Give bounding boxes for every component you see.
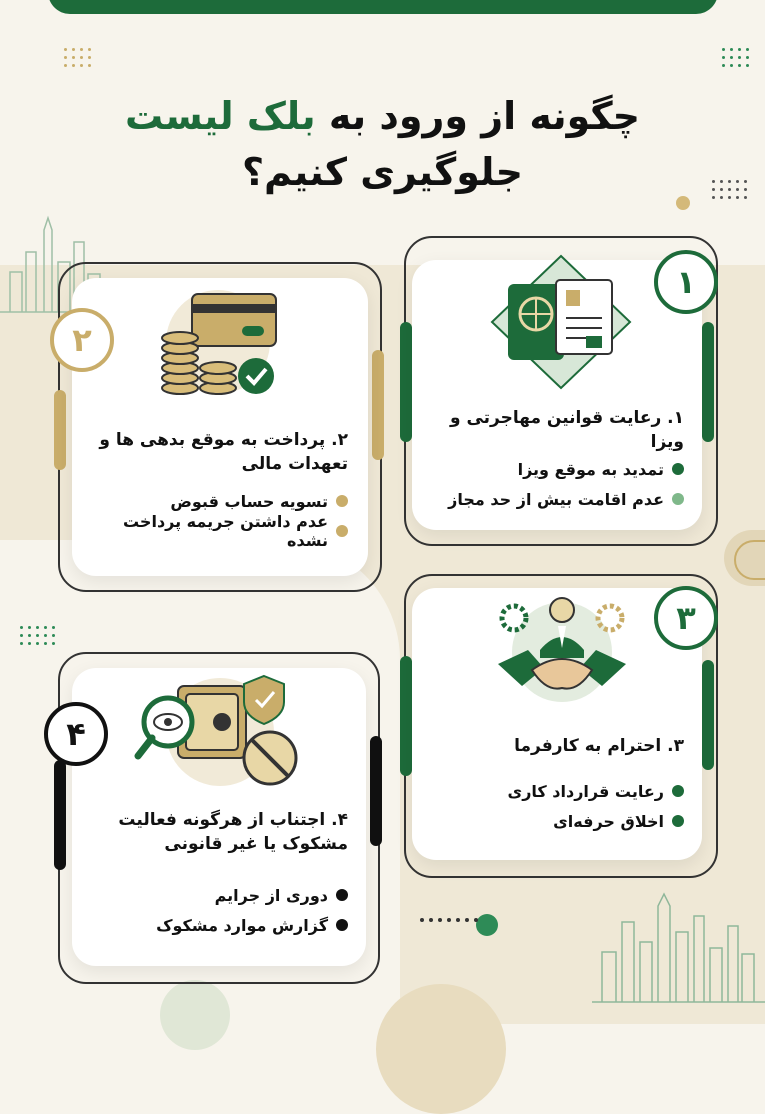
card-4-number-badge: ۴ bbox=[44, 702, 108, 766]
list-item-text: عدم اقامت بیش از حد مجاز bbox=[448, 489, 664, 509]
card-1-heading: ۱. رعایت قوانین مهاجرتی و ویزا bbox=[449, 408, 684, 452]
list-item-text: تسویه حساب قبوض bbox=[170, 491, 328, 511]
bullet-icon bbox=[672, 815, 684, 827]
title-highlight: بلک لیست bbox=[125, 94, 316, 138]
card-2 bbox=[72, 278, 368, 576]
card-coins-check-icon bbox=[152, 284, 282, 404]
card-2-list bbox=[78, 486, 348, 550]
decor-dot-grid bbox=[722, 48, 749, 67]
card-4-accent-bar bbox=[54, 760, 66, 870]
passport-document-icon bbox=[486, 252, 636, 392]
card-2-heading: ۲. پرداخت به موقع بدهی ها و تعهدات مالی bbox=[99, 430, 348, 474]
decor-dot-grid bbox=[20, 626, 55, 645]
decor-dot-row bbox=[420, 918, 478, 922]
bullet-icon bbox=[336, 919, 348, 931]
decor-dot bbox=[476, 914, 498, 936]
card-4-list bbox=[88, 880, 348, 940]
card-4 bbox=[72, 668, 366, 966]
card-3-accent-bar bbox=[702, 660, 714, 770]
card-2-accent-bar bbox=[372, 350, 384, 460]
title-line-2: جلوگیری کنیم؟ bbox=[242, 150, 523, 194]
card-4-heading: ۴. اجتناب از هرگونه فعالیت مشکوک یا غیر قانونی bbox=[118, 810, 348, 854]
list-item-text: دوری از جرایم bbox=[214, 885, 328, 905]
list-item-text: تمدید به موقع ویزا bbox=[517, 459, 664, 479]
decor-circle bbox=[376, 984, 506, 1114]
card-1-number-badge: ۱ bbox=[654, 250, 718, 314]
list-item bbox=[424, 484, 684, 514]
list-item-text: اخلاق حرفه‌ای bbox=[553, 811, 664, 831]
bullet-icon bbox=[672, 785, 684, 797]
list-item bbox=[88, 910, 348, 940]
bullet-icon bbox=[672, 493, 684, 505]
page-title bbox=[40, 88, 725, 200]
card-3-heading: ۳. احترام به کارفرما bbox=[514, 736, 684, 756]
card-1-accent-bar bbox=[400, 322, 412, 442]
title-line-1 bbox=[40, 88, 725, 144]
card-3-accent-bar bbox=[400, 656, 412, 776]
list-item bbox=[424, 776, 684, 806]
title-text: چگونه از ورود به bbox=[315, 94, 640, 138]
list-item bbox=[88, 880, 348, 910]
top-banner-bar bbox=[48, 0, 718, 14]
card-1-list bbox=[424, 454, 684, 514]
card-3-number-badge: ۳ bbox=[654, 586, 718, 650]
bullet-icon bbox=[336, 525, 348, 537]
card-2-number-badge: ۲ bbox=[50, 308, 114, 372]
list-item-text: رعایت قرارداد کاری bbox=[507, 781, 664, 801]
decor-circle bbox=[160, 980, 230, 1050]
list-item-text: عدم داشتن جریمه پرداخت نشده bbox=[122, 512, 328, 550]
safe-magnifier-shield-icon bbox=[134, 672, 304, 792]
bullet-icon bbox=[336, 889, 348, 901]
card-1-accent-bar bbox=[702, 322, 714, 442]
list-item bbox=[424, 454, 684, 484]
list-item bbox=[424, 806, 684, 836]
card-3-list bbox=[424, 776, 684, 836]
list-item-text: گزارش موارد مشکوک bbox=[156, 915, 328, 935]
handshake-gears-icon bbox=[492, 588, 632, 706]
decor-dot-grid bbox=[64, 48, 91, 67]
card-2-accent-bar bbox=[54, 390, 66, 470]
city-skyline-icon bbox=[592, 892, 765, 1012]
bullet-icon bbox=[336, 495, 348, 507]
list-item bbox=[78, 512, 348, 550]
card-1 bbox=[412, 260, 702, 530]
bullet-icon bbox=[672, 463, 684, 475]
card-4-accent-bar bbox=[370, 736, 382, 846]
